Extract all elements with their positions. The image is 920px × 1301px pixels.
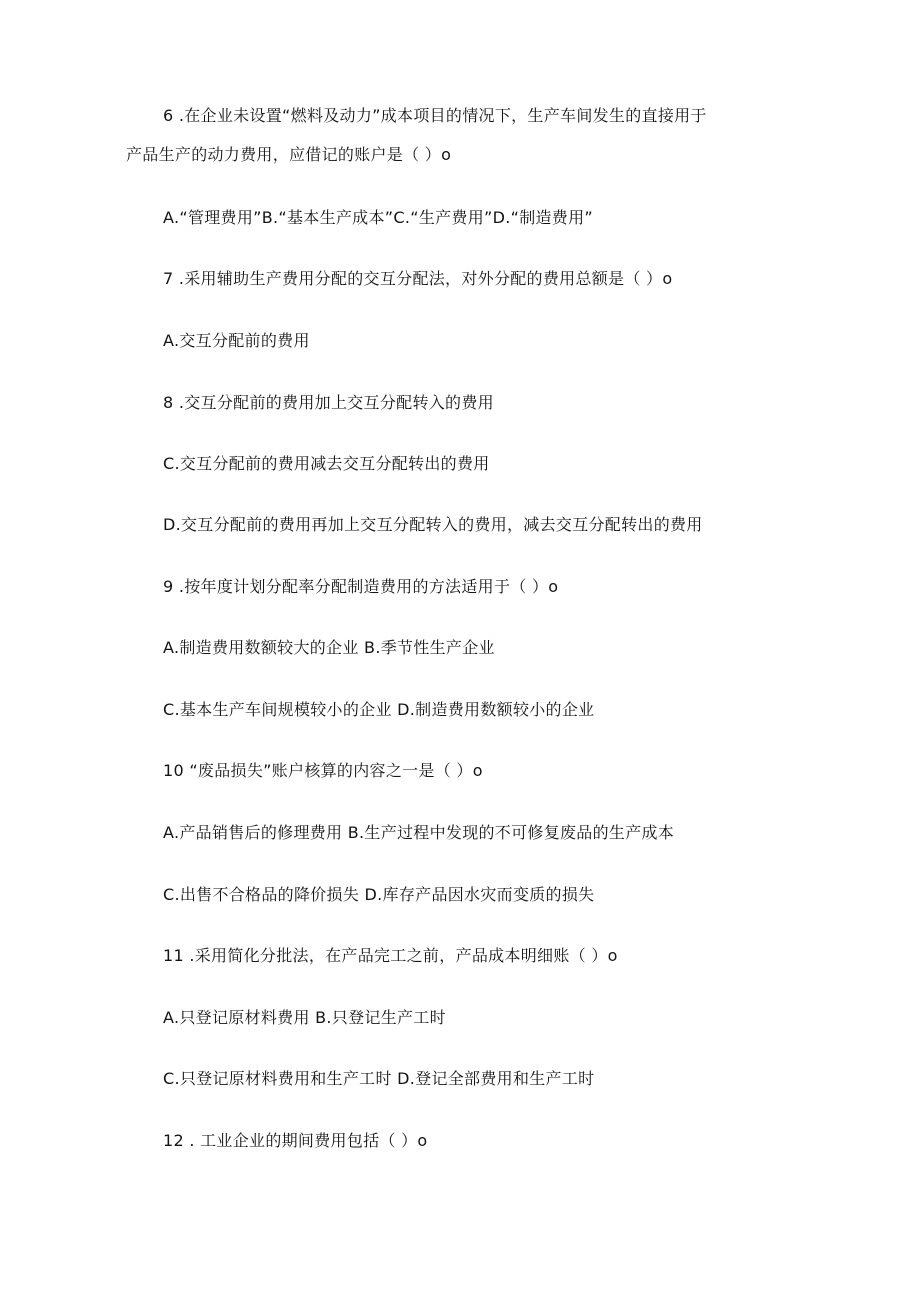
question-6-line-2: 产品生产的动力费用，应借记的账户是（ ）o xyxy=(126,145,452,164)
question-11-options-cd: C.只登记原材料费用和生产工时 D.登记全部费用和生产工时 xyxy=(163,1069,595,1088)
question-12: 12 . 工业企业的期间费用包括（ ）o xyxy=(163,1131,428,1150)
question-7-option-a: A.交互分配前的费用 xyxy=(163,331,310,350)
question-7: 7 .采用辅助生产费用分配的交互分配法，对外分配的费用总额是（ ）o xyxy=(163,269,673,288)
question-6-line-1: 6 .在企业未设置“燃料及动力”成本项目的情况下，生产车间发生的直接用于 xyxy=(163,106,707,125)
question-9-options-cd: C.基本生产车间规模较小的企业 D.制造费用数额较小的企业 xyxy=(163,700,595,719)
question-11: 11 .采用简化分批法，在产品完工之前，产品成本明细账（ ）o xyxy=(163,946,618,965)
question-6-options: A.“管理费用”B.“基本生产成本”C.“生产费用”D.“制造费用” xyxy=(163,208,593,227)
question-10-options-ab: A.产品销售后的修理费用 B.生产过程中发现的不可修复废品的生产成本 xyxy=(163,823,675,842)
question-11-options-ab: A.只登记原材料费用 B.只登记生产工时 xyxy=(163,1008,446,1027)
question-9-options-ab: A.制造费用数额较大的企业 B.季节性生产企业 xyxy=(163,638,495,657)
question-7-option-d: D.交互分配前的费用再加上交互分配转入的费用，减去交互分配转出的费用 xyxy=(163,515,703,534)
question-7-option-c: C.交互分配前的费用减去交互分配转出的费用 xyxy=(163,454,490,473)
question-10: 10 “废品损失”账户核算的内容之一是（ ）o xyxy=(163,761,483,780)
question-10-options-cd: C.出售不合格品的降价损失 D.库存产品因水灾而变质的损失 xyxy=(163,885,595,904)
question-7-option-b: 8 .交互分配前的费用加上交互分配转入的费用 xyxy=(163,393,494,412)
question-9: 9 .按年度计划分配率分配制造费用的方法适用于（ ）o xyxy=(163,577,559,596)
